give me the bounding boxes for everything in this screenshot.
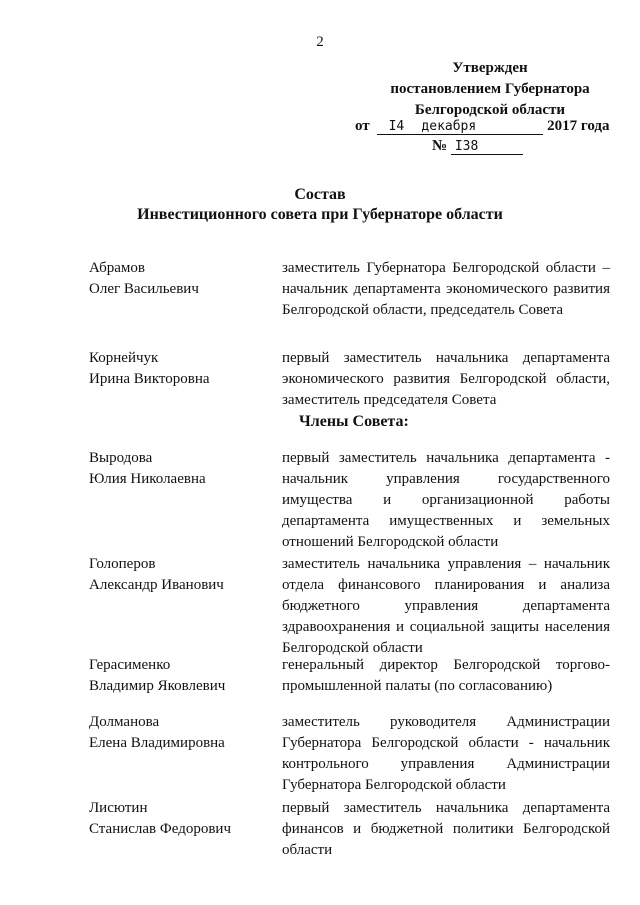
surname: Лисютин xyxy=(89,800,148,816)
surname: Голоперов xyxy=(89,556,156,572)
given-names: Станислав Федорович xyxy=(89,821,231,837)
person-name xyxy=(89,712,269,754)
approval-line-2: постановлением Губернатора xyxy=(390,81,590,97)
given-names: Олег Васильевич xyxy=(89,281,199,297)
number-value: I38 xyxy=(451,139,523,155)
document-subtitle: Инвестиционного совета при Губернаторе области xyxy=(137,206,503,223)
person-name xyxy=(89,798,269,840)
date-prefix: от xyxy=(355,118,370,134)
person-name xyxy=(89,348,269,390)
surname: Долманова xyxy=(89,714,160,730)
person-position: первый заместитель начальника департамента - начальник управления государственного имущества и организационной работы департамента имущественных и земельных отношений Белгородской области xyxy=(282,450,610,550)
person-position: первый заместитель начальника департамента финансов и бюджетной политики Белгородской области xyxy=(282,800,610,858)
given-names: Ирина Викторовна xyxy=(89,371,210,387)
approval-line-1: Утвержден xyxy=(452,60,528,76)
date-day: I4 xyxy=(377,119,415,135)
person-name xyxy=(89,554,269,596)
person-position: генеральный директор Белгородской торгово-промышленной палаты (по согласованию) xyxy=(282,657,610,694)
person-position: заместитель руководителя Администрации Губернатора Белгородской области - начальник контрольного управления Администрации Губернатора Белгородской области xyxy=(282,714,610,793)
given-names: Елена Владимировна xyxy=(89,735,225,751)
given-names: Юлия Николаевна xyxy=(89,471,206,487)
approval-number xyxy=(432,138,523,155)
person-name xyxy=(89,258,269,300)
date-month: декабря xyxy=(415,119,543,135)
person-name xyxy=(89,655,269,697)
person-position: первый заместитель начальника департамента экономического развития Белгородской области, заместитель председателя Совета xyxy=(282,350,610,408)
surname: Герасименко xyxy=(89,657,171,673)
given-names: Владимир Яковлевич xyxy=(89,678,226,694)
surname: Корнейчук xyxy=(89,350,159,366)
approval-line-3: Белгородской области xyxy=(414,102,566,118)
given-names: Александр Иванович xyxy=(89,577,224,593)
surname: Выродова xyxy=(89,450,153,466)
members-heading: Члены Совета: xyxy=(299,413,409,430)
person-name xyxy=(89,448,269,490)
person-position: заместитель Губернатора Белгородской области – начальник департамента экономического развития Белгородской области, председатель Совета xyxy=(282,260,610,318)
number-prefix: № xyxy=(432,138,448,154)
page-number: 2 xyxy=(316,34,324,50)
surname: Абрамов xyxy=(89,260,145,276)
document-title: Состав xyxy=(294,186,346,203)
person-position: заместитель начальника управления – начальник отдела финансового планирования и анализа бюджетного управления департамента здравоохранения и социальной защиты населения Белгородской области xyxy=(282,556,610,656)
approval-date xyxy=(355,118,610,135)
date-year: 2017 года xyxy=(547,118,610,134)
